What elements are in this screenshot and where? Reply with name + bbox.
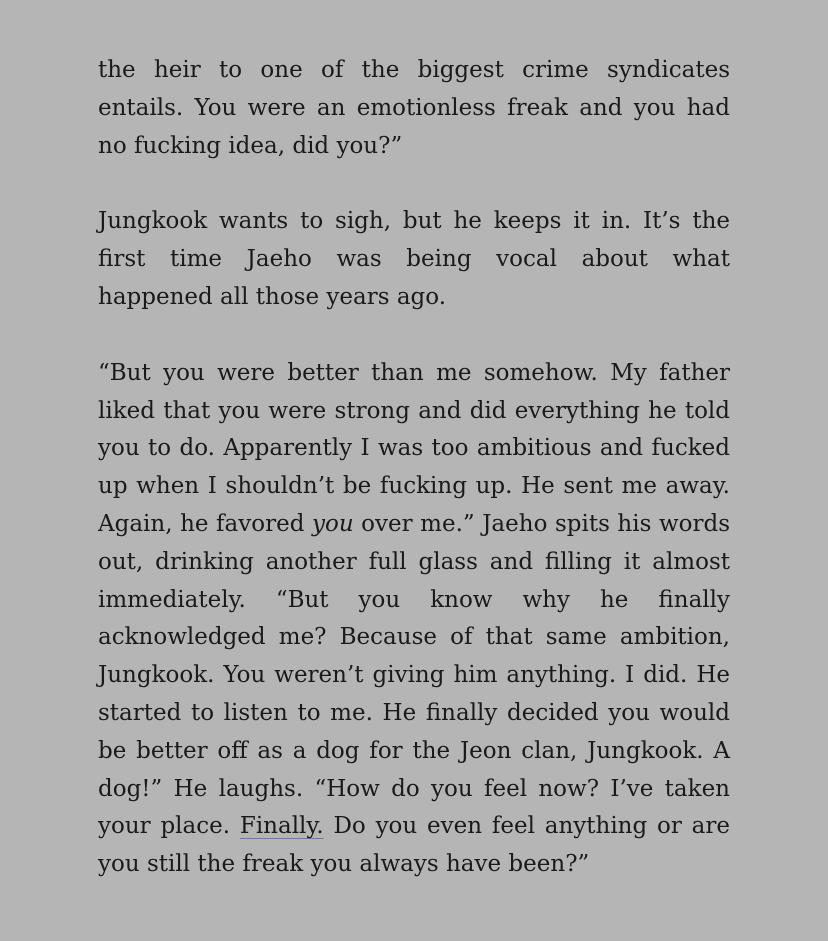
paragraph-3-part-3: Do you even feel anything or are you still the freak you always have been?” — [98, 813, 730, 878]
underlined-word: Finally. — [239, 813, 324, 840]
paragraph-2: Jungkook wants to sigh, but he keeps it in. It’s the first time Jaeho was being vocal about what happened all those years ago. — [98, 208, 730, 310]
story-text-page — [98, 52, 730, 884]
paragraph-3 — [98, 355, 730, 884]
paragraph-3-part-2: over me.” Jaeho spits his words out, drinking another full glass and filling it almost immediately. “But you know why he finally acknowledged me? Because of that same ambition, Jungkook. You weren’t giving him anything. I did. He started to listen to me. He finally decided you would be better off as a dog for the Jeon clan, Jungkook. A dog!” He laughs. “How do you feel now? I’ve taken your place. — [98, 510, 730, 840]
paragraph-1: the heir to one of the biggest crime syndicates entails. You were an emotionless freak and you had no fucking idea, did you?” — [98, 57, 730, 159]
emphasized-word: you — [311, 510, 354, 537]
paragraph-3-part-1: “But you were better than me somehow. My father liked that you were strong and did everything he told you to do. Apparently I was too ambitious and fucked up when I shouldn’t be fucking up. He sent me away. Again, he favored — [98, 359, 730, 537]
